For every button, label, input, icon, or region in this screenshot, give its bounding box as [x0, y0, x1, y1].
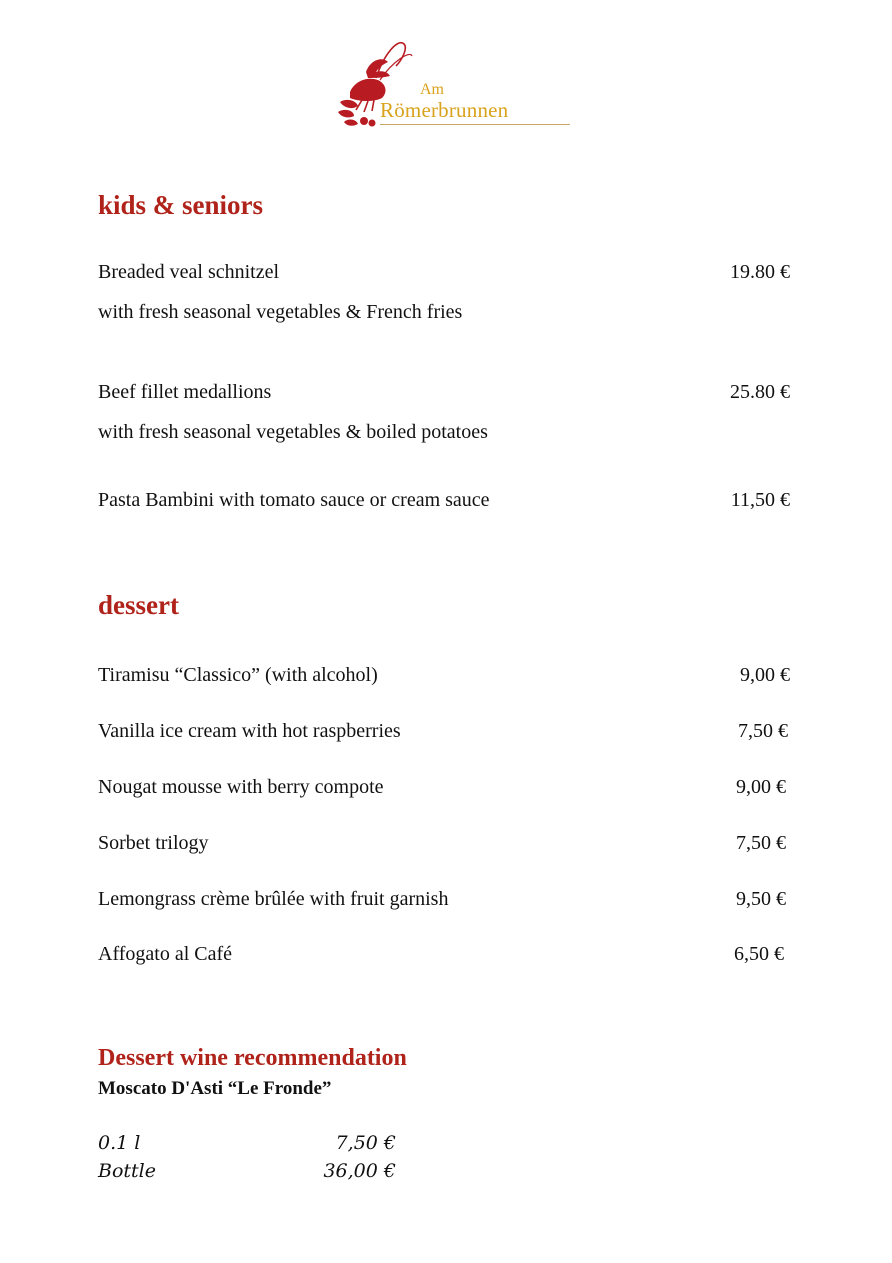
menu-item-name: Sorbet trilogy: [98, 832, 209, 854]
menu-item-name: Vanilla ice cream with hot raspberries: [98, 720, 401, 742]
menu-item-price: 6,50 €: [734, 943, 784, 965]
menu-item-name: Breaded veal schnitzel: [98, 261, 280, 283]
menu-item-name: Beef fillet medallions: [98, 381, 272, 403]
menu-item-name: Affogato al Café: [98, 943, 233, 965]
menu-item-name: Tiramisu “Classico” (with alcohol): [98, 664, 378, 686]
wine-name: Moscato D'Asti “Le Fronde”: [98, 1078, 332, 1099]
section-heading-dessert: dessert: [98, 590, 179, 620]
menu-item-price: 7,50 €: [738, 720, 788, 742]
logo-am-text: Am: [420, 81, 444, 98]
section-heading-wine: Dessert wine recommendation: [98, 1045, 407, 1071]
menu-item-price: 11,50 €: [730, 489, 790, 511]
wine-size: Bottle: [98, 1160, 156, 1182]
wine-price: 7,50 €: [335, 1132, 396, 1154]
menu-item-price: 9,00 €: [736, 776, 786, 798]
menu-item-price: 9,00 €: [740, 664, 790, 686]
wine-price: 36,00 €: [323, 1160, 396, 1182]
menu-item-name: Lemongrass crème brûlée with fruit garnish: [98, 888, 449, 910]
logo-underline: [380, 124, 570, 125]
restaurant-logo: [336, 36, 572, 130]
menu-item-name: Nougat mousse with berry compote: [98, 776, 384, 798]
menu-item-name: Pasta Bambini with tomato sauce or cream sauce: [98, 489, 490, 511]
wine-size: 0.1 l: [98, 1132, 141, 1154]
menu-item-price: 7,50 €: [736, 832, 786, 854]
menu-item-detail: with fresh seasonal vegetables & French fries: [98, 301, 463, 323]
menu-item-price: 19.80 €: [730, 261, 790, 283]
menu-item-detail: with fresh seasonal vegetables & boiled potatoes: [98, 421, 488, 443]
menu-item-price: 25.80 €: [730, 381, 790, 403]
logo-name-text: Römerbrunnen: [380, 98, 509, 122]
menu-item-price: 9,50 €: [736, 888, 786, 910]
section-heading-kids: kids & seniors: [98, 190, 264, 220]
